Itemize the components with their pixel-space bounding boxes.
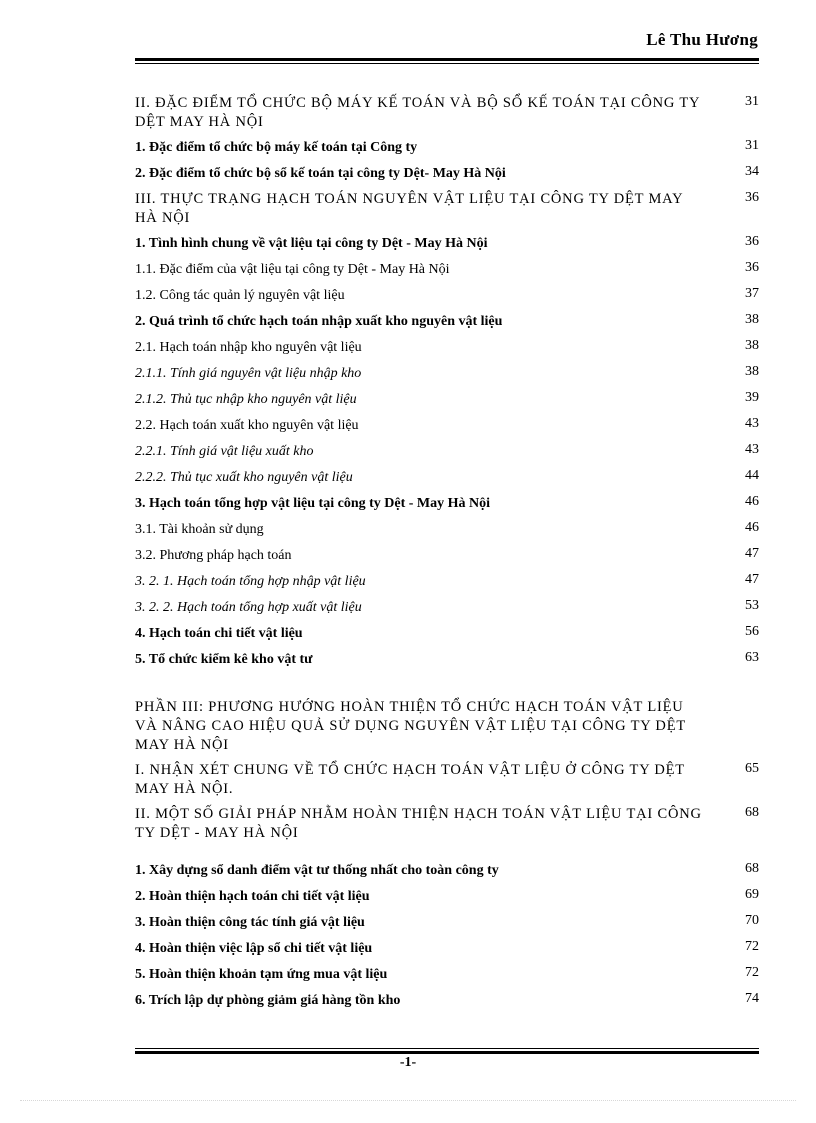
toc-entry	[135, 390, 759, 409]
toc-entry-title: 2. Đặc điểm tổ chức bộ sổ kế toán tại công ty Dệt- May Hà Nội	[135, 166, 506, 181]
toc-entry-title: 3.1. Tài khoản sử dụng	[135, 522, 264, 537]
toc-entry	[135, 624, 759, 643]
toc-entry	[135, 939, 759, 958]
toc-entry-page: 31	[745, 138, 759, 153]
toc-entry-page: 47	[745, 546, 759, 561]
toc-entry-page: 72	[745, 965, 759, 980]
toc-entry-page: 31	[745, 94, 759, 109]
toc-entry-page: 46	[745, 494, 759, 509]
toc-entry-title: 1. Tình hình chung về vật liệu tại công ty Dệt - May Hà Nội	[135, 236, 488, 251]
toc-entry-title: II. MỘT SỐ GIẢI PHÁP NHẰM HOÀN THIỆN HẠCH TOÁN VẬT LIỆU TẠI CÔNG TY DỆT - MAY HÀ NỘI	[135, 806, 702, 841]
toc-entry-page: 68	[745, 861, 759, 876]
toc-entry-title: 2.1.1. Tính giá nguyên vật liệu nhập kho	[135, 366, 362, 381]
toc-entry-title: 1. Xây dựng sổ danh điểm vật tư thống nhất cho toàn công ty	[135, 863, 499, 878]
toc-entry-title: 4. Hoàn thiện việc lập sổ chi tiết vật liệu	[135, 941, 373, 956]
toc-entry-title: 2. Hoàn thiện hạch toán chi tiết vật liệu	[135, 889, 370, 904]
toc-entry-page: 69	[745, 887, 759, 902]
toc-entry-title: PHẦN III: PHƯƠNG HƯỚNG HOÀN THIỆN TỔ CHỨC HẠCH TOÁN VẬT LIỆU VÀ NÂNG CAO HIỆU QUẢ SỬ DỤNG NGUYÊN VẬT LIỆU TẠI CÔNG TY DỆT MAY HÀ NỘI	[135, 699, 686, 753]
toc-entry-title: 3. Hoàn thiện công tác tính giá vật liệu	[135, 915, 365, 930]
toc-entry-page: 47	[745, 572, 759, 587]
toc-entry	[135, 887, 759, 906]
toc-entry-title: 5. Tổ chức kiểm kê kho vật tư	[135, 652, 313, 667]
toc-entry-page: 74	[745, 991, 759, 1006]
toc-entry-page: 46	[745, 520, 759, 535]
toc-entry	[135, 190, 759, 228]
toc-entry-page: 56	[745, 624, 759, 639]
header-rule	[135, 58, 759, 64]
toc-entry	[135, 94, 759, 132]
toc-entry-title: 2.1.2. Thủ tục nhập kho nguyên vật liệu	[135, 392, 357, 407]
toc-entry	[135, 286, 759, 305]
toc-entry-page: 36	[745, 260, 759, 275]
toc-entry-title: 3. Hạch toán tổng hợp vật liệu tại công ty Dệt - May Hà Nội	[135, 496, 491, 511]
toc-entry-title: 2.2.2. Thủ tục xuất kho nguyên vật liệu	[135, 470, 353, 485]
toc-entry-page: 37	[745, 286, 759, 301]
table-of-contents	[135, 94, 759, 1017]
toc-entry-title: 2.2.1. Tính giá vật liệu xuất kho	[135, 444, 314, 459]
toc-entry-page: 38	[745, 312, 759, 327]
toc-entry-title: III. THỰC TRẠNG HẠCH TOÁN NGUYÊN VẬT LIỆU TẠI CÔNG TY DỆT MAY HÀ NỘI	[135, 191, 683, 226]
toc-entry	[135, 416, 759, 435]
toc-entry-page: 63	[745, 650, 759, 665]
toc-entry-title: 3. 2. 1. Hạch toán tổng hợp nhập vật liệu	[135, 574, 366, 589]
toc-entry-page: 68	[745, 805, 759, 820]
toc-entry-title: I. NHẬN XÉT CHUNG VỀ TỔ CHỨC HẠCH TOÁN VẬT LIỆU Ở CÔNG TY DỆT MAY HÀ NỘI.	[135, 762, 685, 797]
toc-entry	[135, 965, 759, 984]
toc-entry-page: 43	[745, 416, 759, 431]
toc-entry-title: 5. Hoàn thiện khoản tạm ứng mua vật liệu	[135, 967, 388, 982]
page-number: -1-	[399, 1055, 417, 1070]
toc-entry	[135, 698, 759, 755]
toc-entry	[135, 520, 759, 539]
toc-entry-title: 3.2. Phương pháp hạch toán	[135, 548, 292, 563]
page-author: Lê Thu Hương	[646, 30, 758, 49]
toc-entry	[135, 546, 759, 565]
toc-entry	[135, 991, 759, 1010]
toc-entry	[135, 138, 759, 157]
toc-entry-page: 34	[745, 164, 759, 179]
toc-entry	[135, 260, 759, 279]
toc-entry-title: 1.2. Công tác quản lý nguyên vật liệu	[135, 288, 345, 303]
toc-entry-page: 36	[745, 190, 759, 205]
page-edge-divider	[20, 1100, 796, 1101]
toc-entry-title: 6. Trích lập dự phòng giảm giá hàng tồn kho	[135, 993, 401, 1008]
toc-entry-page: 38	[745, 338, 759, 353]
footer-rule	[135, 1048, 759, 1054]
toc-entry-page: 65	[745, 761, 759, 776]
toc-entry-page: 44	[745, 468, 759, 483]
toc-entry-page: 36	[745, 234, 759, 249]
toc-entry-page: 43	[745, 442, 759, 457]
toc-entry-title: 1. Đặc điểm tổ chức bộ máy kế toán tại Công ty	[135, 140, 418, 155]
toc-entry	[135, 805, 759, 843]
toc-entry-title: 3. 2. 2. Hạch toán tổng hợp xuất vật liệu	[135, 600, 362, 615]
toc-entry	[135, 861, 759, 880]
toc-entry	[135, 164, 759, 183]
toc-entry	[135, 442, 759, 461]
toc-entry	[135, 494, 759, 513]
toc-entry	[135, 572, 759, 591]
toc-entry	[135, 338, 759, 357]
toc-entry	[135, 913, 759, 932]
toc-entry	[135, 598, 759, 617]
toc-entry	[135, 312, 759, 331]
toc-entry-page: 70	[745, 913, 759, 928]
section-gap	[135, 676, 759, 698]
toc-entry	[135, 761, 759, 799]
toc-entry	[135, 234, 759, 253]
toc-entry	[135, 650, 759, 669]
toc-entry-page: 72	[745, 939, 759, 954]
toc-entry-title: 2.2. Hạch toán xuất kho nguyên vật liệu	[135, 418, 359, 433]
toc-entry-page: 38	[745, 364, 759, 379]
toc-entry-title: 4. Hạch toán chi tiết vật liệu	[135, 626, 303, 641]
toc-entry-title: II. ĐẶC ĐIỂM TỔ CHỨC BỘ MÁY KẾ TOÁN VÀ BỘ SỔ KẾ TOÁN TẠI CÔNG TY DỆT MAY HÀ NỘI	[135, 95, 700, 130]
toc-entry-title: 2.1. Hạch toán nhập kho nguyên vật liệu	[135, 340, 362, 355]
toc-entry-title: 2. Quá trình tổ chức hạch toán nhập xuất kho nguyên vật liệu	[135, 314, 503, 329]
section-gap	[135, 849, 759, 861]
toc-entry	[135, 364, 759, 383]
toc-entry	[135, 468, 759, 487]
toc-entry-page: 39	[745, 390, 759, 405]
toc-entry-page: 53	[745, 598, 759, 613]
toc-entry-title: 1.1. Đặc điểm của vật liệu tại công ty Dệt - May Hà Nội	[135, 262, 450, 277]
